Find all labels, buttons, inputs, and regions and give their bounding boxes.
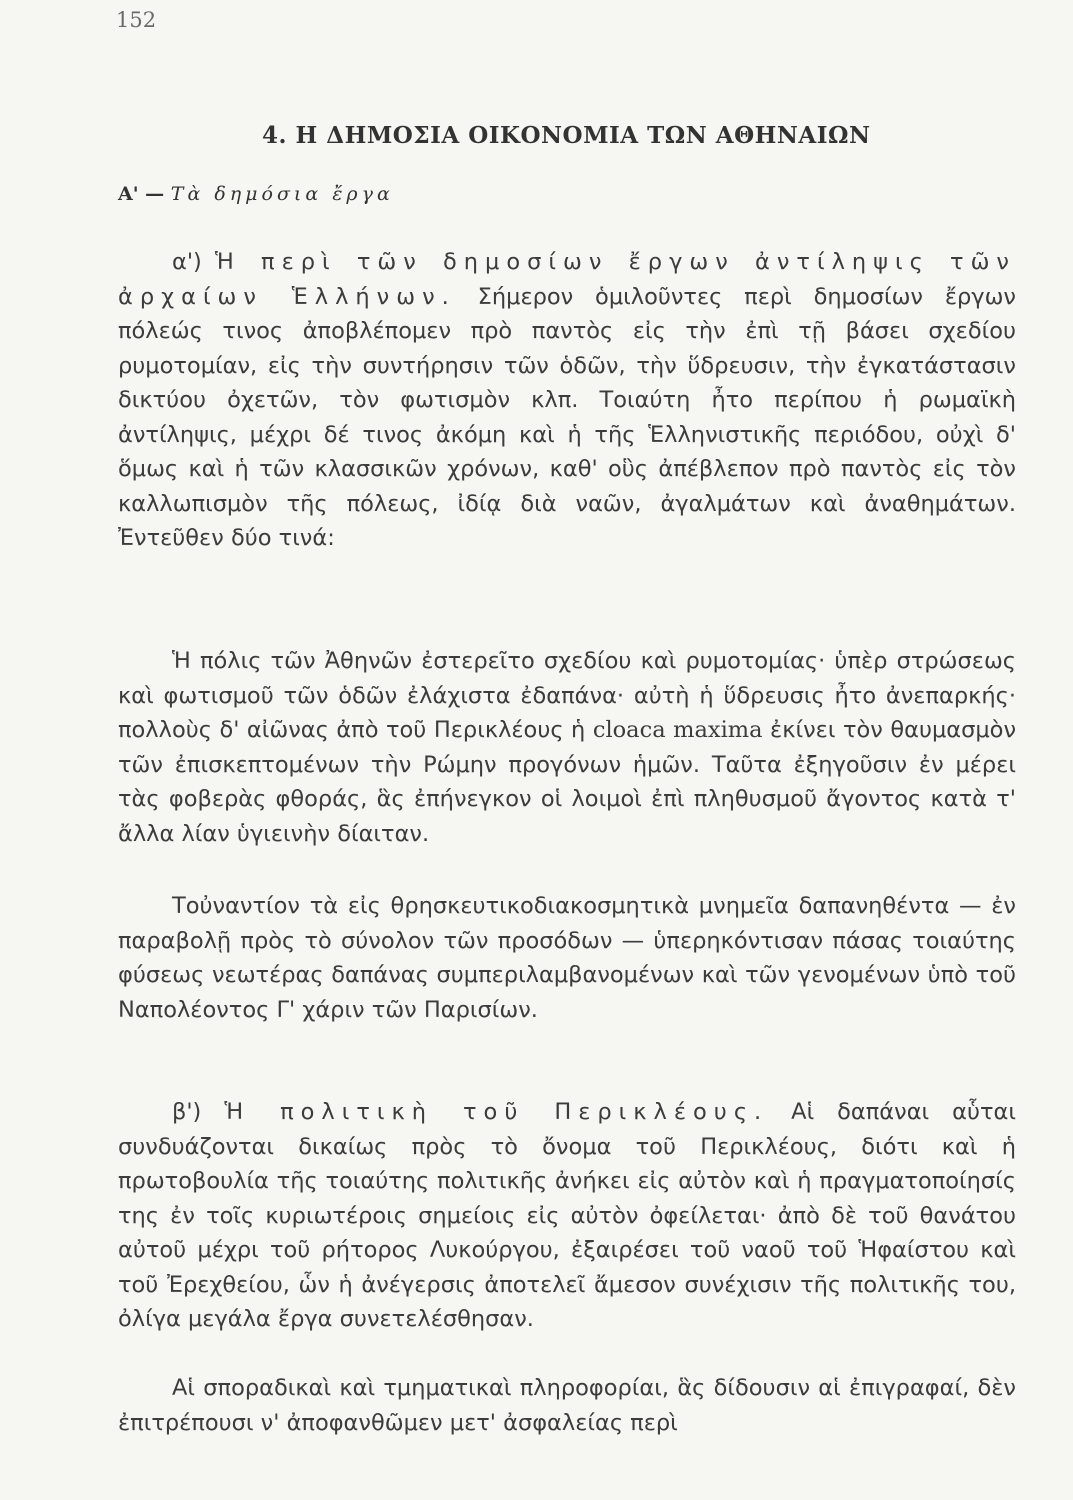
paragraph-body: Ἡ πόλις τῶν Ἀθηνῶν ἐστερεῖτο σχεδίου καὶ ρυμοτομίας· ὑπὲρ στρώσεως καὶ φωτισμοῦ τῶν ὁδῶν ἐλάχιστα ἐδαπάνα· αὐτὴ ἡ ὕδρευσις ἦτο ἀνεπαρκής· πολλοὺς δ' αἰῶνας ἀπὸ τοῦ Περικλέους ἡ — [118, 648, 1016, 743]
chapter-title: 4. Η ΔΗΜΟΣΙΑ ΟΙΚΟΝΟΜΙΑ ΤΩΝ ΑΘΗΝΑΙΩΝ — [262, 122, 871, 149]
paragraph-religious-monuments — [118, 889, 1016, 1027]
paragraph-marker: β') — [172, 1099, 225, 1125]
section-label: Α' — — [118, 183, 171, 205]
paragraph-pericles-policy — [118, 1095, 1016, 1337]
paragraph-body: Σήμερον ὁμιλοῦντες περὶ δημοσίων ἔργων πόλεώς τινος ἀποβλέπομεν πρὸ παντὸς εἰς τὴν ἐπὶ τῇ βάσει σχεδίου ρυμοτομίαν, εἰς τὴν συντήρησιν τῶν ὁδῶν, τὴν ὕδρευσιν, τὴν ἐγκατάστασιν δικτύου ὀχετῶν, τὸν φωτισμὸν κλπ. Τοιαύτη ἦτο περίπου ἡ ρωμαϊκὴ ἀντίληψις, μέχρι δέ τινος ἀκόμη καὶ ἡ τῆς Ἑλληνιστικῆς περιόδου, οὐχὶ δ' ὅμως καὶ ἡ τῶν κλασσικῶν χρόνων, καθ' οὓς ἀπέβλεπον πρὸ παντὸς εἰς τὸν καλλωπισμὸν τῆς πόλεως, ἰδίᾳ διὰ ναῶν, ἀγαλμάτων καὶ ἀναθημάτων. Ἐντεῦθεν δύο τινά: — [118, 283, 1016, 551]
paragraph-body-continued: ἐκίνει τὸν θαυμασμὸν τῶν ἐπισκεπτομένων τὴν Ρώμην προγόνων ἡμῶν. Ταῦτα ἐξηγοῦσιν ἐν μέρει τὰς φοβερὰς φθοράς, ἃς ἐπήνεγκον οἱ λοιμοὶ ἐπὶ πληθυσμοῦ ἄγοντος κατὰ τ' ἄλλα λίαν ὑγιεινὴν δίαιταν. — [118, 717, 1017, 847]
paragraph-body: Αἱ δαπάναι αὗται συνδυάζονται δικαίως πρὸς τὸ ὄνομα τοῦ Περικλέους, διότι καὶ ἡ πρωτοβουλία τῆς τοιαύτης πολιτικῆς ἀνήκει εἰς αὐτὸν καὶ ἡ πραγματοποίησίς της ἐν τοῖς κυριωτέροις σημείοις εἰς αὐτὸν ὀφείλεται· ἀπὸ δὲ τοῦ θανάτου αὐτοῦ μέχρι τοῦ ρήτορος Λυκούργου, ἐξαιρέσει τοῦ ναοῦ τοῦ Ἡφαίστου καὶ τοῦ Ἐρεχθείου, ὧν ἡ ἀνέγερσις ἀποτελεῖ ἄμεσον συνέχισιν τῆς πολιτικῆς του, ὀλίγα μεγάλα ἔργα συνετελέσθησαν. — [118, 1099, 1016, 1332]
page-number: 152 — [116, 8, 157, 32]
section-title-text: Τὰ δημόσια ἔργα — [170, 183, 394, 205]
paragraph-inscriptions — [118, 1371, 1016, 1440]
paragraph-public-works-concept — [118, 245, 1016, 556]
latin-term: cloaca maxima — [592, 717, 763, 743]
section-heading — [118, 183, 394, 205]
paragraph-body: Τοὐναντίον τὰ εἰς θρησκευτικοδιακοσμητικὰ μνημεῖα δαπανηθέντα — ἐν παραβολῇ πρὸς τὸ σύνολον τῶν προσόδων — ὑπερηκόντισαν πάσας τοιαύτης φύσεως νεωτέρας δαπάνας συμπεριλαμβανομένων καὶ τῶν γενομένων ὑπὸ τοῦ Ναπολέοντος Γ' χάριν τῶν Παρισίων. — [118, 893, 1016, 1023]
paragraph-heading: Ἡ πολιτικὴ τοῦ Περικλέους. — [224, 1099, 769, 1125]
paragraph-heading: Ἡ περὶ τῶν δημοσίων ἔργων ἀντίληψις τῶν ἀρχαίων Ἑλλήνων. — [118, 249, 1016, 310]
paragraph-athens-city — [118, 644, 1016, 851]
paragraph-body: Αἱ σποραδικαὶ καὶ τμηματικαὶ πληροφορίαι, ἃς δίδουσιν αἱ ἐπιγραφαί, δὲν ἐπιτρέπουσι ν' ἀποφανθῶμεν μετ' ἀσφαλείας περὶ — [118, 1375, 1016, 1436]
paragraph-marker: α') — [172, 249, 216, 275]
